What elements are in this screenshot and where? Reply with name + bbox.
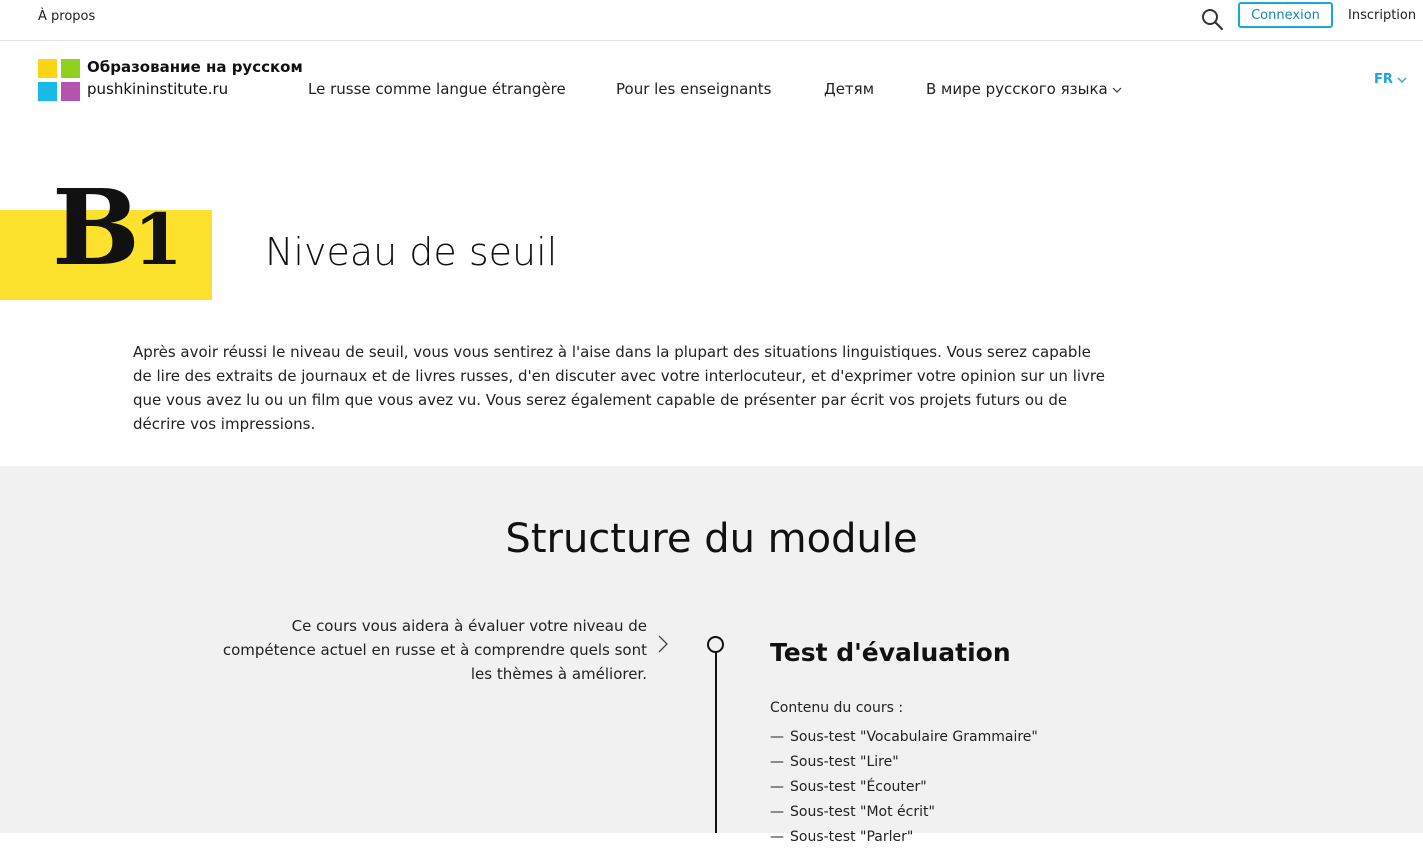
list-item-label: Sous-test "Vocabulaire Grammaire" — [790, 729, 1038, 745]
signup-link[interactable]: Inscription — [1348, 8, 1417, 23]
logo-square-blue — [38, 82, 57, 101]
search-icon[interactable] — [1200, 7, 1224, 31]
level-badge-number: 1 — [133, 198, 183, 281]
chevron-down-icon — [1112, 87, 1122, 93]
nav-item-russian-world-label: В мире русского языка — [926, 80, 1108, 98]
page-title: Niveau de seuil — [265, 230, 558, 274]
language-selector[interactable] — [1374, 72, 1407, 87]
logo-square-green — [61, 59, 80, 78]
list-dash: — — [770, 754, 784, 770]
list-dash: — — [770, 779, 784, 795]
logo-square-yellow — [38, 59, 57, 78]
module-description: Ce cours vous aidera à évaluer votre niveau de compétence actuel en russe et à comprendre quels sont les thèmes à améliorer. — [222, 617, 647, 683]
list-dash: — — [770, 804, 784, 820]
about-link[interactable]: À propos — [38, 9, 96, 24]
nav-item-teachers[interactable]: Pour les enseignants — [616, 80, 772, 98]
subtest-list — [770, 725, 1038, 850]
brand-title[interactable]: Образование на русском — [87, 58, 303, 76]
login-button[interactable]: Connexion — [1238, 2, 1333, 28]
nav-item-children[interactable]: Детям — [824, 80, 875, 98]
chevron-down-icon — [1397, 77, 1407, 83]
list-item — [770, 800, 1038, 825]
module-title: Test d'évaluation — [770, 638, 1011, 667]
section-title: Structure du module — [505, 516, 918, 562]
nav-item-russian-foreign[interactable]: Le russe comme langue étrangère — [308, 80, 566, 98]
list-item-label: Sous-test "Lire" — [790, 754, 899, 770]
chevron-right-icon[interactable] — [657, 634, 669, 654]
content-label: Contenu du cours : — [770, 700, 904, 716]
nav-item-russian-world[interactable] — [926, 80, 1122, 98]
list-item — [770, 750, 1038, 775]
level-badge — [52, 166, 183, 289]
list-dash: — — [770, 829, 784, 845]
list-item — [770, 775, 1038, 800]
list-item-label: Sous-test "Écouter" — [790, 779, 927, 795]
timeline-dot — [707, 636, 724, 653]
language-label: FR — [1374, 72, 1393, 87]
list-item — [770, 825, 1038, 850]
intro-paragraph: Après avoir réussi le niveau de seuil, vous vous sentirez à l'aise dans la plupart des situations linguistiques. Vous serez capable de lire des extraits de journaux et de livres russes, d'en discuter avec votre interlocuteur, et d'exprimer votre opinion sur un livre que vous avez lu ou un film que vous avez vu. Vous serez également capable de présenter par écrit vos projets futurs ou de décrire vos impressions. — [133, 343, 1105, 433]
brand-site[interactable]: pushkininstitute.ru — [87, 80, 229, 98]
logo[interactable] — [38, 59, 80, 101]
list-item — [770, 725, 1038, 750]
level-badge-letter: B — [52, 166, 134, 289]
timeline-line — [715, 650, 717, 833]
list-item-label: Sous-test "Parler" — [790, 829, 914, 845]
list-dash: — — [770, 729, 784, 745]
logo-square-purple — [61, 82, 80, 101]
list-item-label: Sous-test "Mot écrit" — [790, 804, 935, 820]
top-bar — [0, 0, 1423, 41]
